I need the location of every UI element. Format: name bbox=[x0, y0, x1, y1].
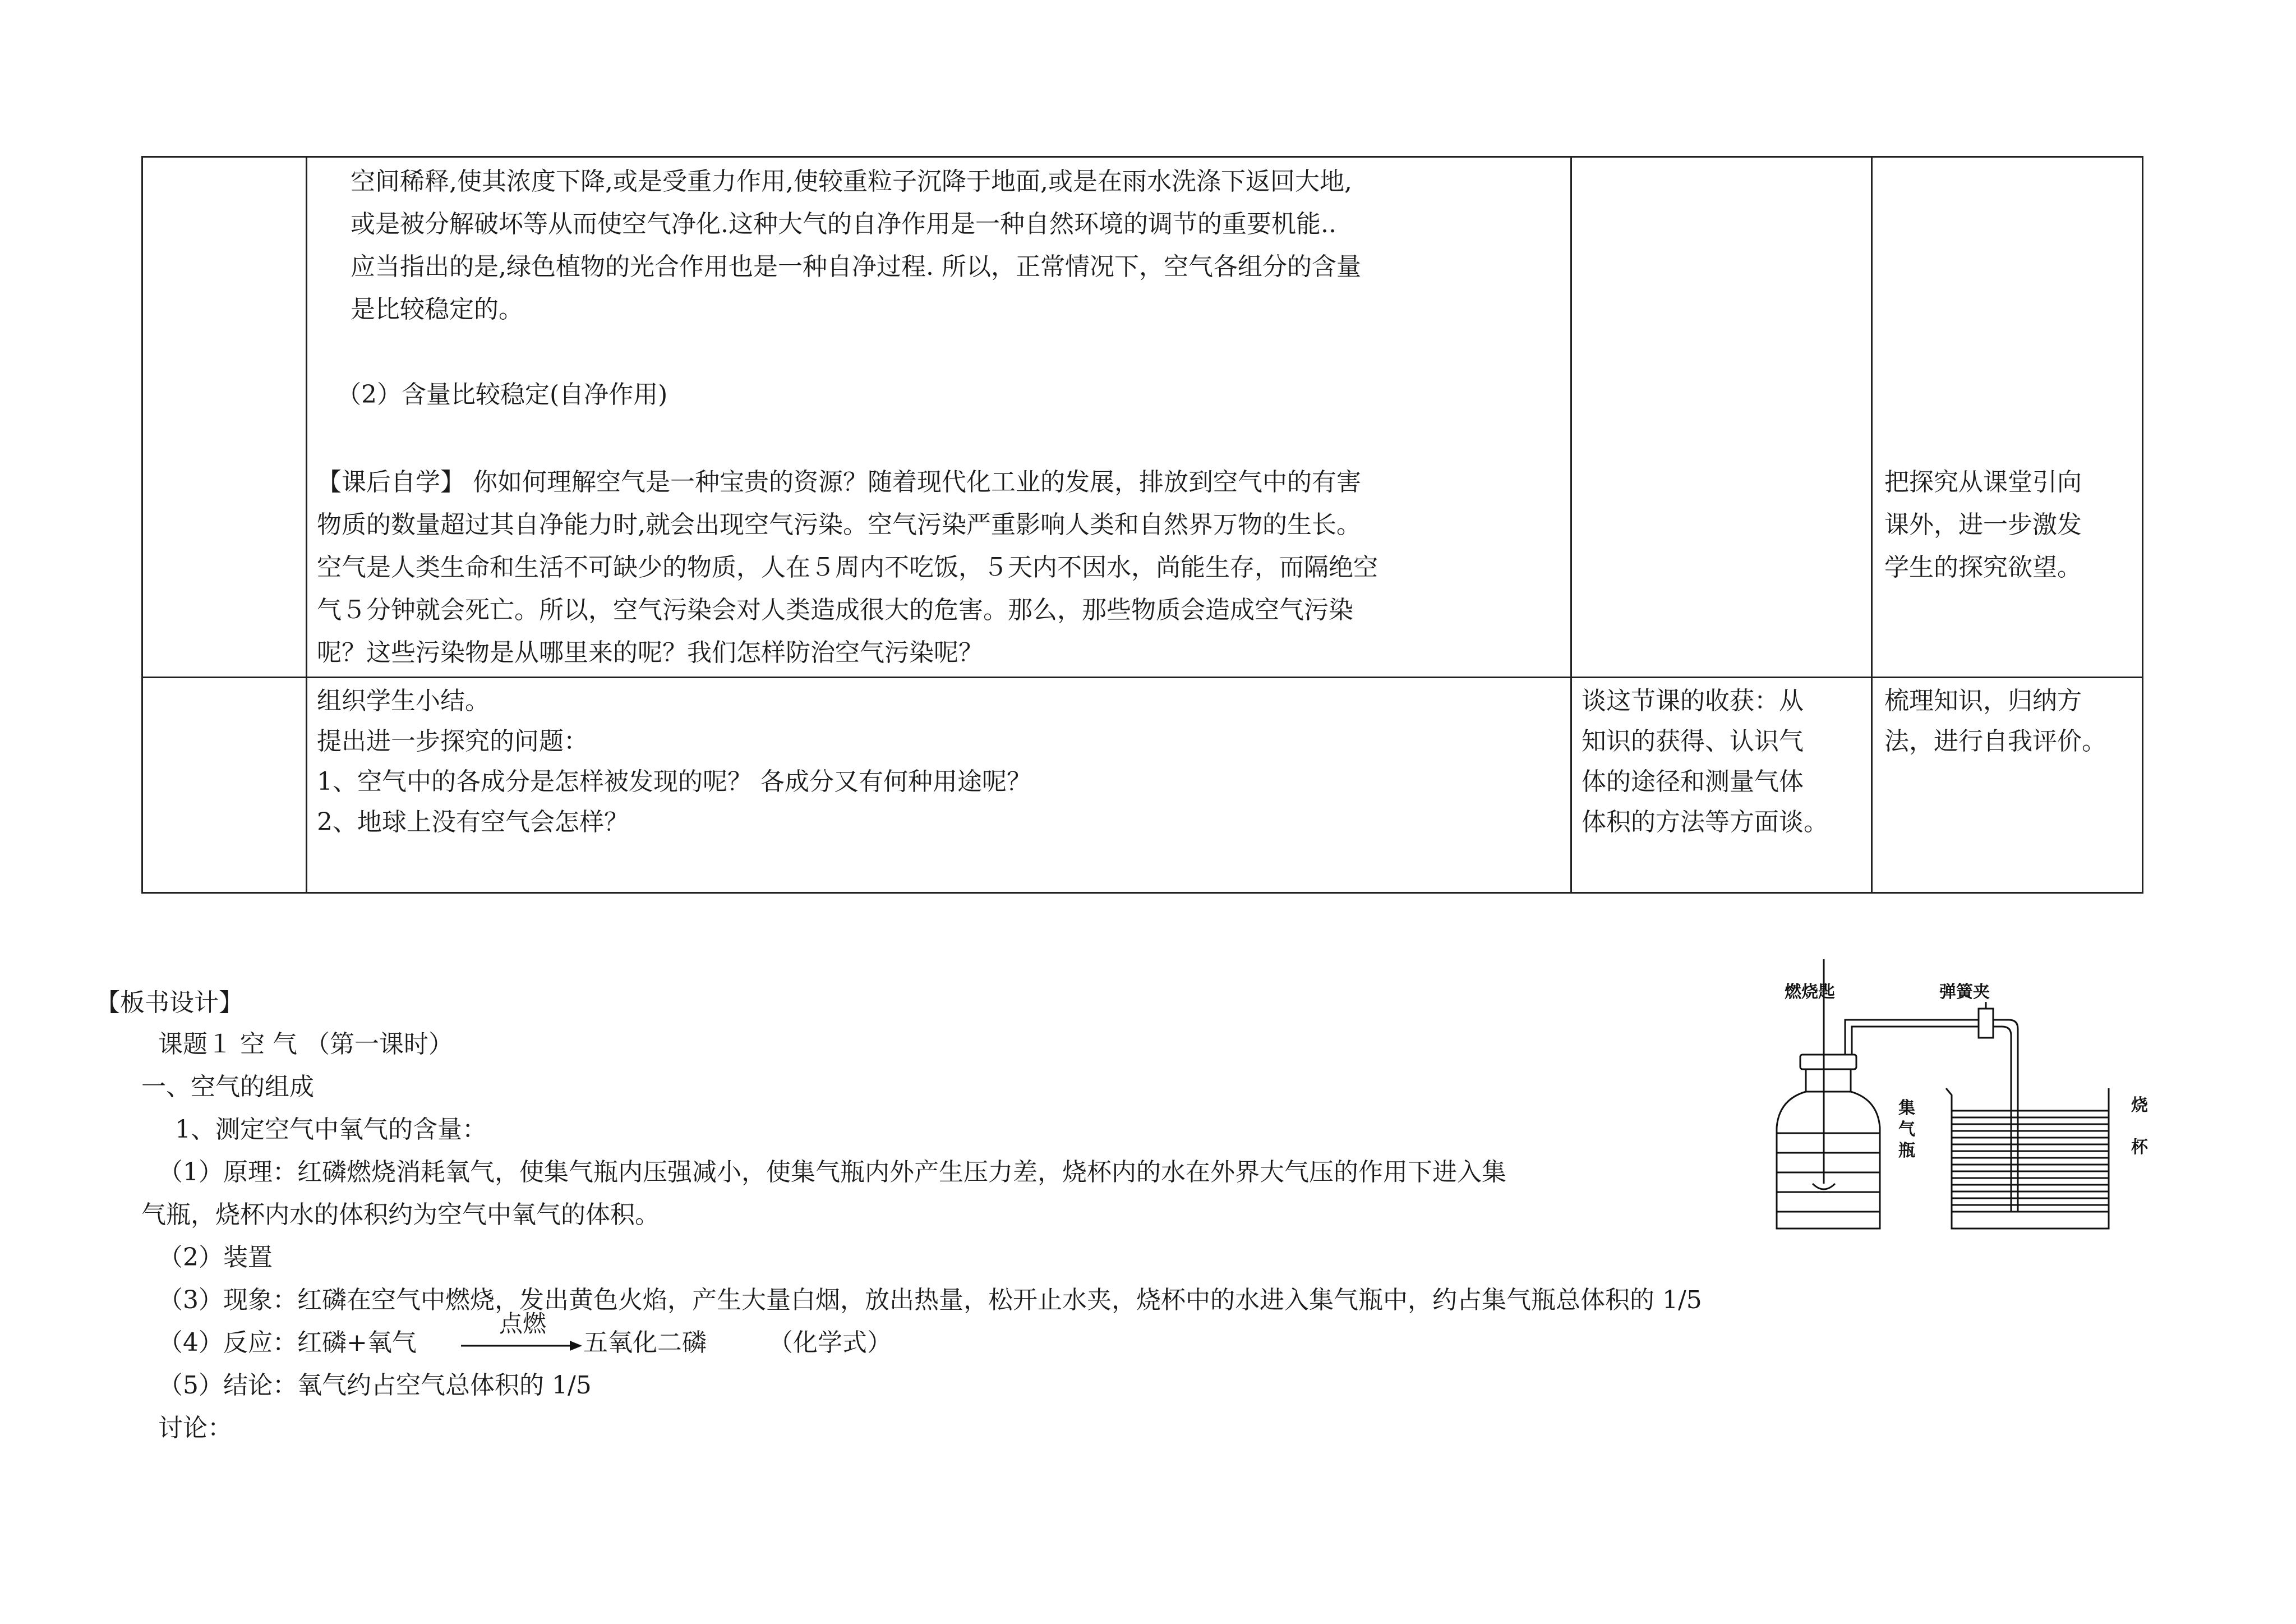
row2-student-line-3: 体的途径和测量气体 bbox=[1582, 767, 1804, 796]
board-apparatus: （2）装置 bbox=[158, 1243, 273, 1272]
row1-point-2: （2）含量比较稳定(自净作用) bbox=[336, 380, 668, 409]
connecting-tube bbox=[1845, 1002, 2018, 1212]
table-col-divider-3 bbox=[1871, 156, 1873, 894]
row2-intent-line-2: 法，进行自我评价。 bbox=[1884, 727, 2106, 756]
board-phenomenon: （3）现象：红磷在空气中燃烧，发出黄色火焰，产生大量白烟，放出热量，松开止水夹，烧杯中的水进入集气瓶中，约占集气瓶总体积的 1/5 bbox=[158, 1286, 1702, 1314]
board-section-1: 一、空气的组成 bbox=[141, 1073, 314, 1101]
table-top-border bbox=[141, 156, 2143, 158]
row1-homework-line-1: 【课后自学】 你如何理解空气是一种宝贵的资源？随着现代化工业的发展，排放到空气中的有害 bbox=[317, 468, 1361, 496]
board-item-1: 1、测定空气中氧气的含量： bbox=[175, 1115, 487, 1144]
row1-homework-line-3: 空气是人类生命和生活不可缺少的物质，人在５周内不吃饭，５天内不因水，尚能生存，而隔绝空 bbox=[317, 553, 1378, 582]
row1-main-line-3: 应当指出的是,绿色植物的光合作用也是一种自净过程. 所以，正常情况下，空气各组分的含量 bbox=[351, 252, 1361, 281]
table-col-divider-1 bbox=[306, 156, 307, 894]
row2-student-line-1: 谈这节课的收获：从 bbox=[1582, 687, 1804, 715]
board-principle-line-2: 气瓶，烧杯内水的体积约为空气中氧气的体积。 bbox=[141, 1200, 660, 1229]
label-spoon: 燃烧匙 bbox=[1785, 982, 1835, 1002]
label-bottle-2: 气 bbox=[1898, 1120, 1915, 1139]
reaction-condition: 点燃 bbox=[499, 1310, 547, 1337]
row1-main-line-1: 空间稀释,使其浓度下降,或是受重力作用,使较重粒子沉降于地面,或是在雨水洗涤下返回大地, bbox=[351, 167, 1352, 196]
table-bottom-border bbox=[141, 892, 2143, 894]
row1-intent-line-2: 课外，进一步激发 bbox=[1884, 510, 2082, 539]
row2-student-line-4: 体积的方法等方面谈。 bbox=[1582, 808, 1828, 836]
row2-main-line-1: 组织学生小结。 bbox=[317, 687, 490, 715]
label-bottle-3: 瓶 bbox=[1898, 1141, 1915, 1161]
row2-student-line-2: 知识的获得、认识气 bbox=[1582, 727, 1804, 756]
row1-homework-line-5: 呢？这些污染物是从哪里来的呢？我们怎样防治空气污染呢？ bbox=[317, 638, 983, 667]
row2-main-line-2: 提出进一步探究的问题： bbox=[317, 727, 588, 756]
table-right-border bbox=[2142, 156, 2143, 894]
apparatus-diagram bbox=[1761, 948, 2165, 1234]
row1-homework-line-2: 物质的数量超过其自净能力时,就会出现空气污染。空气污染严重影响人类和自然界万物的生长。 bbox=[317, 510, 1361, 539]
board-reaction-prefix: （4）反应：红磷+氧气 bbox=[158, 1328, 417, 1357]
table-left-border bbox=[141, 156, 143, 894]
board-reaction-note: （化学式） bbox=[768, 1328, 892, 1357]
beaker bbox=[1946, 1088, 2109, 1229]
label-beaker-2: 杯 bbox=[2131, 1138, 2148, 1157]
reaction-arrow-icon bbox=[460, 1337, 583, 1354]
row2-intent-line-1: 梳理知识，归纳方 bbox=[1884, 687, 2082, 715]
label-bottle-1: 集 bbox=[1898, 1098, 1915, 1118]
board-title: 课题１ 空 气 （第一课时） bbox=[158, 1030, 453, 1059]
label-beaker-1: 烧 bbox=[2131, 1096, 2148, 1115]
row1-homework-line-4: 气５分钟就会死亡。所以，空气污染会对人类造成很大的危害。那么，那些物质会造成空气污染 bbox=[317, 596, 1353, 624]
label-clamp: 弹簧夹 bbox=[1939, 982, 1990, 1002]
table-row-divider bbox=[141, 677, 2143, 678]
table-col-divider-2 bbox=[1570, 156, 1572, 894]
board-conclusion: （5）结论：氧气约占空气总体积的 1/5 bbox=[158, 1371, 592, 1400]
row1-main-line-4: 是比较稳定的。 bbox=[351, 295, 523, 324]
row1-main-line-2: 或是被分解破坏等从而使空气净化.这种大气的自净作用是一种自然环境的调节的重要机能.. bbox=[351, 210, 1336, 238]
board-heading: 【板书设计】 bbox=[95, 988, 243, 1017]
board-principle-line-1: （1）原理：红磷燃烧消耗氧气，使集气瓶内压强减小，使集气瓶内外产生压力差，烧杯内的水在外界大气压的作用下进入集 bbox=[158, 1158, 1506, 1186]
board-reaction-product: 五氧化二磷 bbox=[583, 1328, 707, 1357]
row2-main-line-4: 2、地球上没有空气会怎样？ bbox=[317, 808, 629, 836]
row2-main-line-3: 1、空气中的各成分是怎样被发现的呢？ 各成分又有何种用途呢？ bbox=[317, 767, 1031, 796]
board-discussion: 讨论： bbox=[158, 1414, 232, 1442]
row1-intent-line-3: 学生的探究欲望。 bbox=[1884, 553, 2082, 582]
row1-intent-line-1: 把探究从课堂引向 bbox=[1884, 468, 2082, 496]
